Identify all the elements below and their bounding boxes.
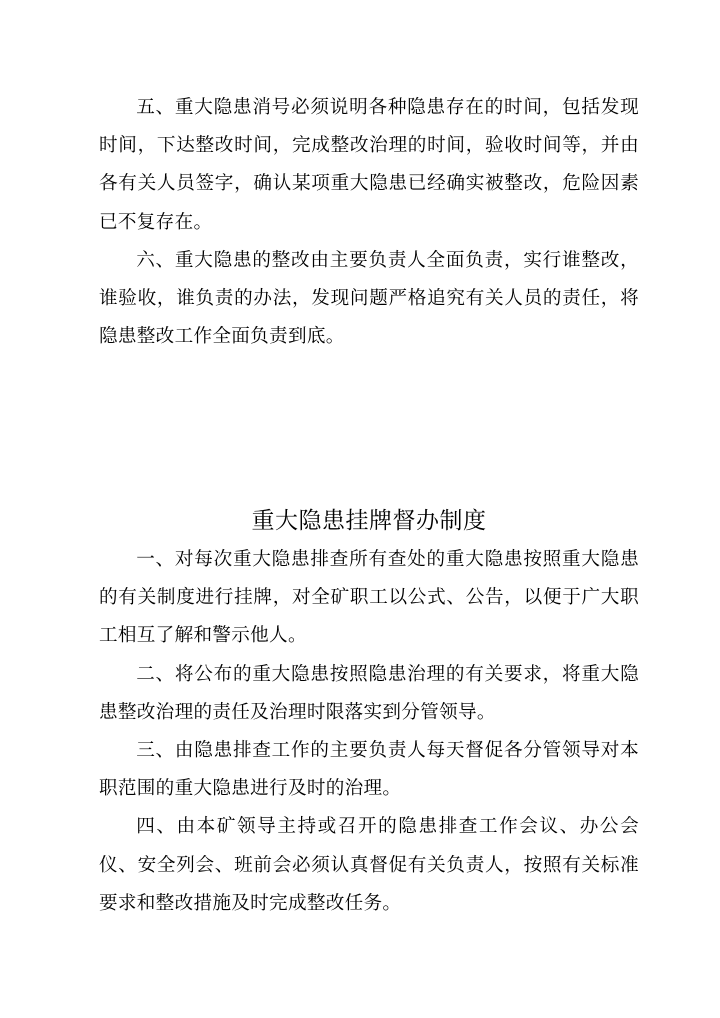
section-two-body: [99, 541, 639, 923]
paragraph-item-four: 四、由本矿领导主持或召开的隐患排查工作会议、办公会仪、安全列会、班前会必须认真督促有关负责人，按照有关标准要求和整改措施及时完成整改任务。: [99, 816, 639, 914]
paragraph-item-five: 五、重大隐患消号必须说明各种隐患存在的时间，包括发现时间，下达整改时间，完成整改治理的时间，验收时间等，并由各有关人员签字，确认某项重大隐患已经确实被整改，危险因素已不复存在。: [99, 97, 639, 233]
paragraph-item-one: 一、对每次重大隐患排查所有查处的重大隐患按照重大隐患的有关制度进行挂牌，对全矿职工以公式、公告，以便于广大职工相互了解和警示他人。: [99, 549, 639, 647]
section-title: 重大隐患挂牌督办制度: [251, 508, 487, 534]
section-one-body: [99, 89, 639, 356]
paragraph-item-two: 二、将公布的重大隐患按照隐患治理的有关要求，将重大隐患整改治理的责任及治理时限落实到分管领导。: [99, 663, 639, 723]
paragraph-item-three: 三、由隐患排查工作的主要负责人每天督促各分管领导对本职范围的重大隐患进行及时的治理。: [99, 740, 639, 800]
paragraph-item-six: 六、重大隐患的整改由主要负责人全面负责，实行谁整改，谁验收，谁负责的办法，发现问题严格追究有关人员的责任，将隐患整改工作全面负责到底。: [99, 249, 639, 348]
